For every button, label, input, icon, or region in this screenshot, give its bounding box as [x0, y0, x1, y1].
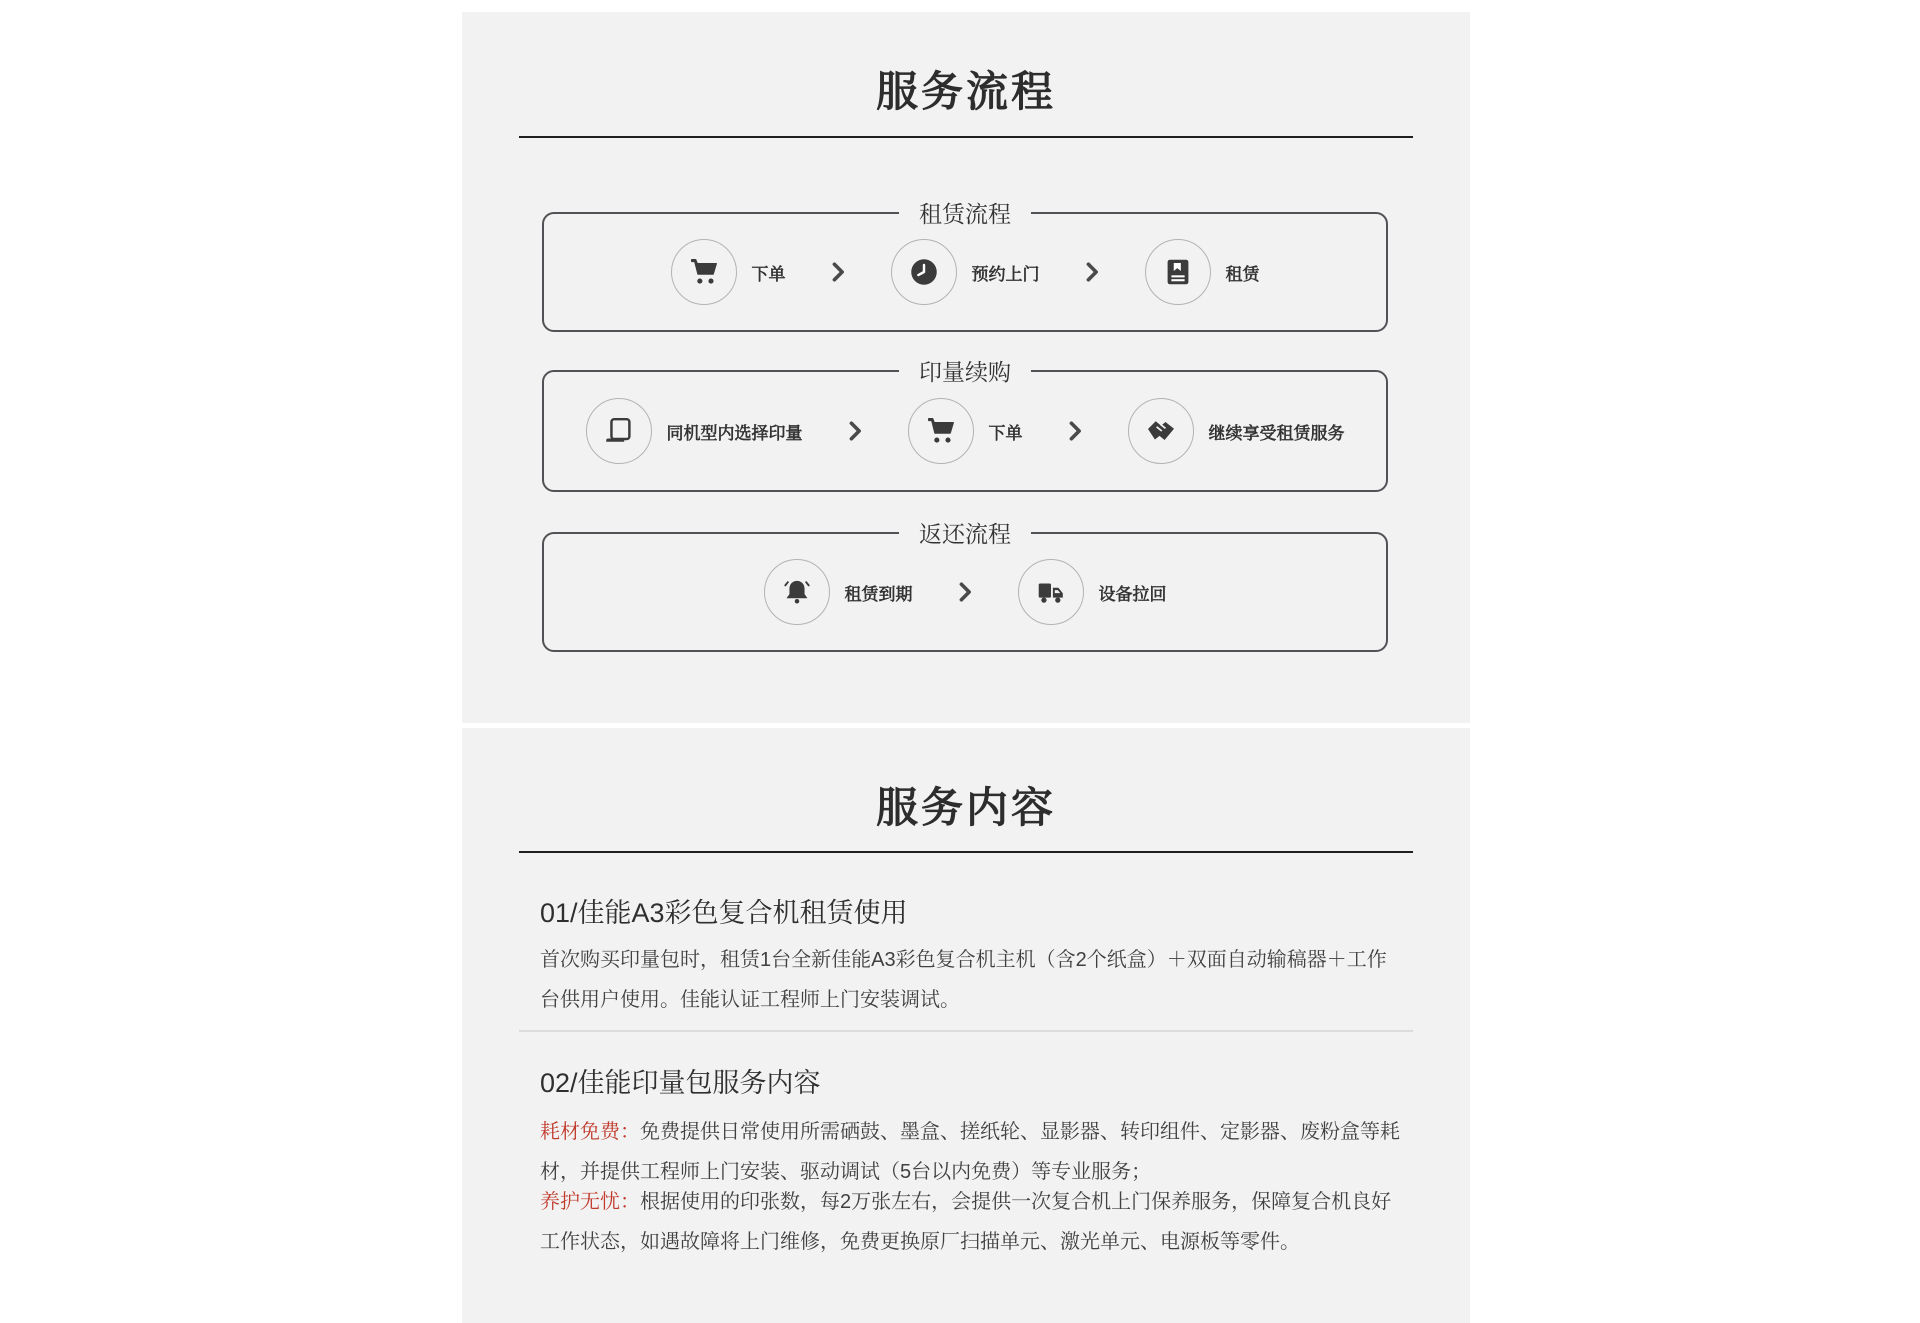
chevron-right-icon: [1069, 421, 1082, 441]
step-label: 租赁到期: [844, 584, 913, 604]
clock-icon: [891, 239, 957, 305]
content-item-heading-01: 01/佳能A3彩色复合机租赁使用: [540, 898, 908, 928]
step-label: 下单: [988, 423, 1023, 443]
flow-box-rental: [542, 201, 1388, 332]
truck-icon: [1018, 559, 1084, 625]
flow-step-rent: [1145, 239, 1260, 305]
content-item-body-01: 首次购买印量包时，租赁1台全新佳能A3彩色复合机主机（含2个纸盒）＋双面自动输稿器＋工作台供用户使用。佳能认证工程师上门安装调试。: [540, 949, 1387, 1011]
flow-box-legend: 租赁流程: [899, 196, 1031, 232]
chevron-right-icon: [849, 421, 862, 441]
flow-box-legend: 印量续购: [899, 354, 1031, 390]
flow-step-appointment: [891, 239, 1040, 305]
step-label: 设备拉回: [1098, 584, 1167, 604]
section-title: 服务内容: [875, 784, 1056, 831]
handshake-icon: [1128, 398, 1194, 464]
service-content-section: [462, 728, 1470, 1323]
laptop-icon: [586, 398, 652, 464]
flow-box-legend: 返还流程: [899, 516, 1031, 552]
chevron-right-icon: [832, 262, 845, 282]
title-underline: [519, 136, 1413, 138]
flow-step-pickup: [1018, 559, 1167, 625]
title-underline: [519, 851, 1413, 853]
flow-step-order: [908, 398, 1023, 464]
step-label: 继续享受租赁服务: [1208, 423, 1345, 443]
body-text: 根据使用的印张数，每2万张左右，会提供一次复合机上门保养服务，保障复合机良好工作状态，如遇故障将上门维修，免费更换原厂扫描单元、激光单元、电源板等零件。: [540, 1191, 1392, 1253]
lead-label-consumables: 耗材免费：: [540, 1121, 640, 1143]
cart-icon: [908, 398, 974, 464]
step-label: 同机型内选择印量: [666, 423, 803, 443]
chevron-right-icon: [959, 582, 972, 602]
flow-box-return: [542, 521, 1388, 652]
book-icon: [1145, 239, 1211, 305]
lead-label-maintenance: 养护无忧：: [540, 1191, 640, 1213]
content-item-body-02-maintenance: [540, 1182, 1402, 1262]
bell-icon: [764, 559, 830, 625]
flow-box-repurchase: [542, 359, 1388, 492]
content-item-body-02-consumables: [540, 1112, 1402, 1192]
chevron-right-icon: [1086, 262, 1099, 282]
content-divider: [519, 1030, 1413, 1032]
content-item-heading-02: 02/佳能印量包服务内容: [540, 1068, 821, 1098]
body-text: 免费提供日常使用所需硒鼓、墨盒、搓纸轮、显影器、转印组件、定影器、废粉盒等耗材，并提供工程师上门安装、驱动调试（5台以内免费）等专业服务；: [540, 1121, 1400, 1183]
section-title: 服务流程: [875, 68, 1056, 115]
step-label: 预约上门: [971, 264, 1040, 284]
cart-icon: [671, 239, 737, 305]
step-label: 租赁: [1225, 264, 1260, 284]
service-process-section: [462, 12, 1470, 723]
step-label: 下单: [751, 264, 786, 284]
flow-step-continue-service: [1128, 398, 1345, 464]
flow-step-lease-expire: [764, 559, 913, 625]
flow-step-select-volume: [586, 398, 803, 464]
flow-step-order: [671, 239, 786, 305]
